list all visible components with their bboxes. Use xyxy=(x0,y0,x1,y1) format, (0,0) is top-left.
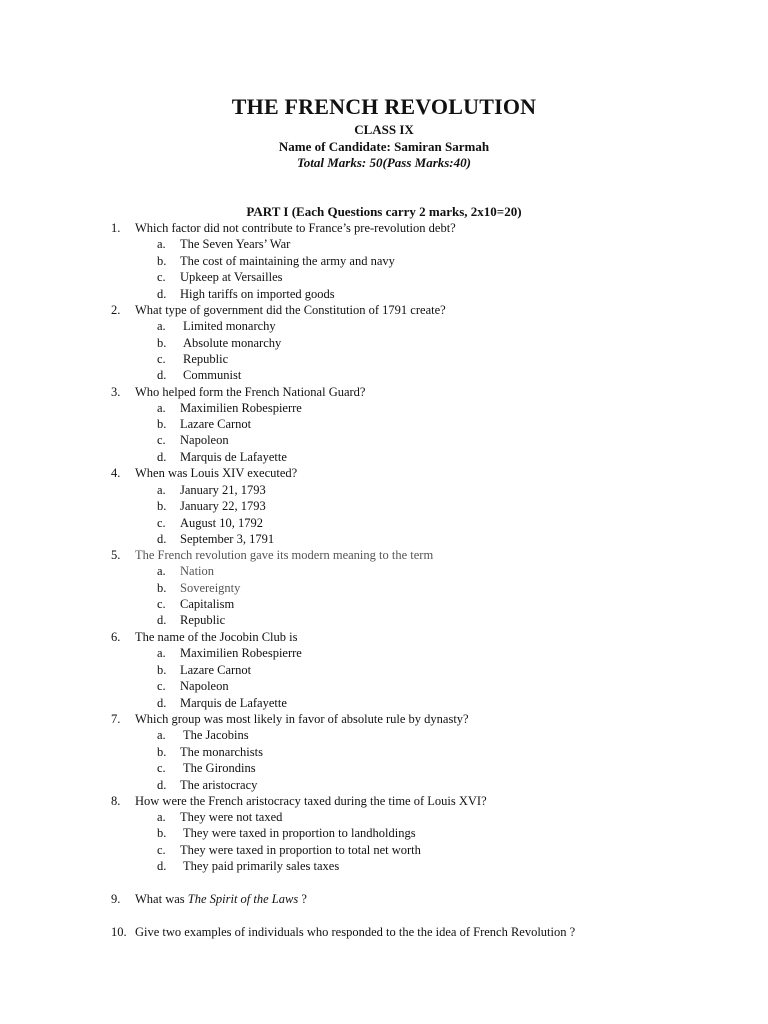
option-letter: a. xyxy=(157,564,166,578)
option-letter: a. xyxy=(157,237,166,251)
option-text: The Seven Years’ War xyxy=(180,237,291,251)
question-text-prefix: What was xyxy=(135,892,188,906)
option-text: Napoleon xyxy=(180,679,229,693)
option-letter: b. xyxy=(157,826,167,840)
question-text: Who helped form the French National Guard? xyxy=(135,385,366,399)
option-text: The Girondins xyxy=(183,761,256,775)
option-letter: b. xyxy=(157,336,167,350)
question-text: The French revolution gave its modern meaning to the term xyxy=(135,548,434,562)
question-text: How were the French aristocracy taxed during the time of Louis XVI? xyxy=(135,794,487,808)
option-letter: a. xyxy=(157,646,166,660)
option-letter: c. xyxy=(157,761,166,775)
option-letter: c. xyxy=(157,597,166,611)
option-letter: c. xyxy=(157,516,166,530)
option-letter: b. xyxy=(157,745,167,759)
option-letter: b. xyxy=(157,254,167,268)
class-label: CLASS IX xyxy=(354,122,414,137)
question-number: 2. xyxy=(111,303,121,317)
question-text: What type of government did the Constitution of 1791 create? xyxy=(135,303,446,317)
option-text: Lazare Carnot xyxy=(180,663,252,677)
option-text: Marquis de Lafayette xyxy=(180,450,287,464)
option-letter: a. xyxy=(157,810,166,824)
option-letter: b. xyxy=(157,417,167,431)
option-letter: a. xyxy=(157,483,166,497)
option-text: Sovereignty xyxy=(180,581,241,595)
option-letter: b. xyxy=(157,499,167,513)
option-letter: d. xyxy=(157,450,167,464)
question-number: 10. xyxy=(111,925,127,939)
option-letter: a. xyxy=(157,401,166,415)
question-number: 5. xyxy=(111,548,121,562)
option-letter: b. xyxy=(157,581,167,595)
question-number: 1. xyxy=(111,221,121,235)
option-text: Republic xyxy=(183,352,229,366)
question-number: 6. xyxy=(111,630,121,644)
option-text: Nation xyxy=(180,564,215,578)
option-letter: c. xyxy=(157,843,166,857)
option-text: Lazare Carnot xyxy=(180,417,252,431)
option-text: Communist xyxy=(183,368,242,382)
question-text xyxy=(135,891,307,907)
option-letter: d. xyxy=(157,287,167,301)
question-text-suffix: ? xyxy=(298,892,307,906)
option-text: Capitalism xyxy=(180,597,235,611)
option-letter: a. xyxy=(157,728,166,742)
book-title: The Spirit of the Laws xyxy=(187,892,299,906)
option-letter: d. xyxy=(157,368,167,382)
option-text: They were taxed in proportion to total net worth xyxy=(180,843,421,857)
option-text: Upkeep at Versailles xyxy=(180,270,283,284)
option-text: January 21, 1793 xyxy=(180,483,266,497)
option-letter: d. xyxy=(157,696,167,710)
option-text: Maximilien Robespierre xyxy=(180,646,302,660)
option-text: August 10, 1792 xyxy=(180,516,263,530)
option-text: Maximilien Robespierre xyxy=(180,401,302,415)
question-text: Which factor did not contribute to France’s pre-revolution debt? xyxy=(135,221,456,235)
option-text: Absolute monarchy xyxy=(183,336,282,350)
candidate-name: Name of Candidate: Samiran Sarmah xyxy=(278,139,490,154)
page-title: THE FRENCH REVOLUTION xyxy=(231,94,537,119)
question-number: 3. xyxy=(111,385,121,399)
question-number: 8. xyxy=(111,794,121,808)
question-text: Which group was most likely in favor of absolute rule by dynasty? xyxy=(135,712,469,726)
option-text: They were not taxed xyxy=(180,810,283,824)
option-text: Republic xyxy=(180,613,226,627)
question-number: 4. xyxy=(111,466,121,480)
option-text: High tariffs on imported goods xyxy=(180,287,335,301)
option-letter: b. xyxy=(157,663,167,677)
option-letter: d. xyxy=(157,613,167,627)
option-letter: c. xyxy=(157,352,166,366)
part-heading: PART I (Each Questions carry 2 marks, 2x10=20) xyxy=(246,204,522,219)
option-text: They were taxed in proportion to landholdings xyxy=(183,826,416,840)
option-text: Marquis de Lafayette xyxy=(180,696,287,710)
option-letter: d. xyxy=(157,532,167,546)
option-text: January 22, 1793 xyxy=(180,499,266,513)
question-number: 7. xyxy=(111,712,121,726)
option-text: September 3, 1791 xyxy=(180,532,275,546)
option-letter: c. xyxy=(157,433,166,447)
option-letter: d. xyxy=(157,859,167,873)
option-letter: c. xyxy=(157,679,166,693)
option-text: The cost of maintaining the army and navy xyxy=(180,254,395,268)
question-text: When was Louis XIV executed? xyxy=(135,466,298,480)
question-number: 9. xyxy=(111,892,121,906)
option-text: They paid primarily sales taxes xyxy=(183,859,340,873)
question-text: Give two examples of individuals who responded to the the idea of French Revolution ? xyxy=(135,925,576,939)
marks-info: Total Marks: 50(Pass Marks:40) xyxy=(297,155,471,170)
option-text: The monarchists xyxy=(180,745,263,759)
question-text: The name of the Jocobin Club is xyxy=(135,630,298,644)
option-letter: c. xyxy=(157,270,166,284)
option-letter: a. xyxy=(157,319,166,333)
option-text: The Jacobins xyxy=(183,728,249,742)
option-letter: d. xyxy=(157,778,167,792)
option-text: Napoleon xyxy=(180,433,229,447)
option-text: The aristocracy xyxy=(180,778,258,792)
option-text: Limited monarchy xyxy=(183,319,276,333)
